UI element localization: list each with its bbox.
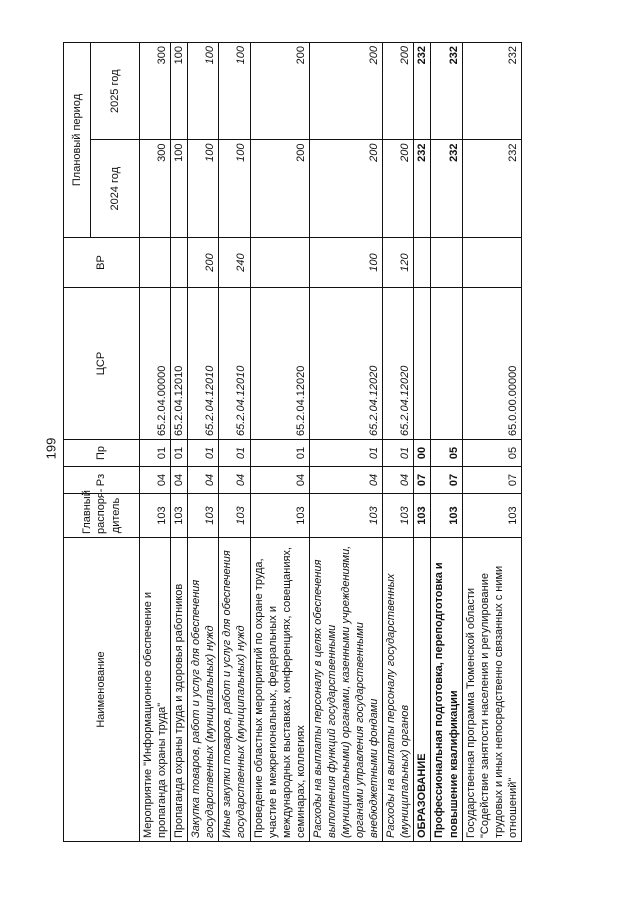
cell-2025: 232 (462, 43, 521, 141)
cell-gr: 103 (171, 494, 188, 538)
cell-csr: 65.2.04.12020 (309, 288, 382, 440)
cell-csr: 65.2.04.12010 (171, 288, 188, 440)
cell-name: Профессиональная подготовка, переподготовка и повышение квалификации (431, 538, 462, 842)
header-row (64, 43, 91, 842)
header-rz: Рз (64, 467, 140, 494)
cell-2024: 200 (250, 140, 309, 238)
cell-csr: 65.0.00.00000 (462, 288, 521, 440)
cell-2024: 232 (462, 140, 521, 238)
rotated-table-frame (63, 42, 583, 842)
cell-2025: 200 (309, 43, 382, 141)
cell-pr: 05 (462, 440, 521, 467)
cell-vr: 100 (309, 238, 382, 288)
cell-pr: 01 (188, 440, 219, 467)
cell-rz: 04 (383, 467, 414, 494)
cell-rz: 04 (140, 467, 171, 494)
cell-name: Иные закупки товаров, работ и услуг для обеспечения государственных (муниципальных) нужд (219, 538, 250, 842)
cell-rz: 04 (188, 467, 219, 494)
cell-2024: 232 (431, 140, 462, 238)
header-year-2024: 2024 год (91, 140, 140, 238)
cell-pr: 01 (250, 440, 309, 467)
table-row (414, 43, 431, 842)
cell-gr: 103 (431, 494, 462, 538)
cell-2024: 100 (171, 140, 188, 238)
cell-name: Мероприятие "Информационное обеспечение и пропаганда охраны труда" (140, 538, 171, 842)
cell-2025: 200 (250, 43, 309, 141)
cell-2024: 100 (188, 140, 219, 238)
cell-pr: 01 (383, 440, 414, 467)
table-row (171, 43, 188, 842)
cell-name: Расходы на выплаты персоналу государственных (муниципальных) органов (383, 538, 414, 842)
cell-rz: 07 (414, 467, 431, 494)
cell-pr: 01 (140, 440, 171, 467)
cell-gr: 103 (219, 494, 250, 538)
table-row (383, 43, 414, 842)
cell-vr: 240 (219, 238, 250, 288)
table-row (431, 43, 462, 842)
cell-2025: 232 (431, 43, 462, 141)
cell-2024: 200 (383, 140, 414, 238)
cell-csr: 65.2.04.12020 (250, 288, 309, 440)
cell-name: Государственная программа Тюменской области "Содействие занятости населения и регулирование трудовых и иных непосредственно связанных с ними отношений" (462, 538, 521, 842)
table-container (63, 42, 583, 842)
cell-vr (171, 238, 188, 288)
cell-gr: 103 (383, 494, 414, 538)
cell-pr: 00 (414, 440, 431, 467)
table-row (140, 43, 171, 842)
cell-2025: 200 (383, 43, 414, 141)
cell-pr: 05 (431, 440, 462, 467)
header-gr: Главный распоря-дитель (64, 494, 140, 538)
cell-name: Пропаганда охраны труда и здоровья работников (171, 538, 188, 842)
cell-name: Закупка товаров, работ и услуг для обеспечения государственных (муниципальных) нужд (188, 538, 219, 842)
cell-csr (431, 288, 462, 440)
table-row (309, 43, 382, 842)
cell-vr: 200 (188, 238, 219, 288)
cell-vr (462, 238, 521, 288)
header-csr: ЦСР (64, 288, 140, 440)
table-row (188, 43, 219, 842)
cell-name: Расходы на выплаты персоналу в целях обеспечения выполнения функций государственными (муниципальными) органами, казенными учреждениями, органами управления государственными внебюджетными фондами (309, 538, 382, 842)
cell-pr: 01 (219, 440, 250, 467)
cell-2025: 100 (219, 43, 250, 141)
cell-vr: 120 (383, 238, 414, 288)
cell-2024: 100 (219, 140, 250, 238)
cell-2024: 200 (309, 140, 382, 238)
cell-csr: 65.2.04.12010 (219, 288, 250, 440)
cell-csr (414, 288, 431, 440)
cell-csr: 65.2.04.12010 (188, 288, 219, 440)
header-pr: Пр (64, 440, 140, 467)
cell-vr (140, 238, 171, 288)
cell-2025: 300 (140, 43, 171, 141)
cell-gr: 103 (250, 494, 309, 538)
cell-rz: 04 (250, 467, 309, 494)
cell-rz: 07 (431, 467, 462, 494)
header-year-2025: 2025 год (91, 43, 140, 141)
cell-gr: 103 (140, 494, 171, 538)
cell-gr: 103 (188, 494, 219, 538)
cell-rz: 04 (309, 467, 382, 494)
cell-gr: 103 (309, 494, 382, 538)
cell-pr: 01 (309, 440, 382, 467)
cell-rz: 07 (462, 467, 521, 494)
cell-2025: 232 (414, 43, 431, 141)
cell-name: Проведение областных мероприятий по охране труда, участие в межрегиональных, федеральных и международных выставках, конференциях, совещаниях, семинарах, коллегиях (250, 538, 309, 842)
cell-name: ОБРАЗОВАНИЕ (414, 538, 431, 842)
cell-2024: 232 (414, 140, 431, 238)
header-name: Наименование (64, 538, 140, 842)
header-planned-period: Плановый период (64, 43, 91, 238)
cell-2024: 300 (140, 140, 171, 238)
table-body (140, 43, 522, 842)
cell-rz: 04 (171, 467, 188, 494)
cell-gr: 103 (462, 494, 521, 538)
cell-vr (250, 238, 309, 288)
cell-vr (431, 238, 462, 288)
table-row (219, 43, 250, 842)
header-vr: ВР (64, 238, 140, 288)
cell-csr: 65.2.04.12020 (383, 288, 414, 440)
page-number: 199 (43, 437, 59, 460)
table-row (250, 43, 309, 842)
cell-gr: 103 (414, 494, 431, 538)
table-row (462, 43, 521, 842)
cell-2025: 100 (171, 43, 188, 141)
cell-rz: 04 (219, 467, 250, 494)
cell-csr: 65.2.04.00000 (140, 288, 171, 440)
cell-pr: 01 (171, 440, 188, 467)
budget-table (63, 42, 522, 842)
cell-2025: 100 (188, 43, 219, 141)
cell-vr (414, 238, 431, 288)
